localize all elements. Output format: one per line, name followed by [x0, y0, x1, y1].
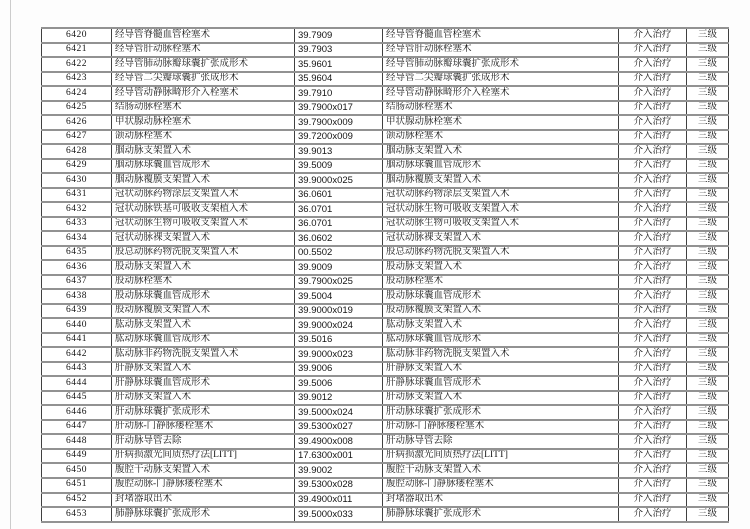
standard-name-cell: 冠状动脉裸支架置入术: [383, 231, 619, 246]
procedure-name-cell: 经导管脊髓血管栓塞术: [112, 28, 295, 43]
category-cell: 介入治疗: [619, 260, 687, 275]
table-row: [42, 115, 729, 130]
procedure-code-cell: 39.7903: [295, 43, 383, 58]
table-row: [42, 57, 729, 72]
level-cell: 三级: [687, 420, 729, 435]
table-row: [42, 347, 729, 362]
row-id-cell: 6436: [42, 260, 112, 275]
standard-name-cell: 经导管脊髓血管栓塞术: [383, 28, 619, 43]
category-cell: 介入治疗: [619, 144, 687, 159]
procedure-code-cell: 39.9006: [295, 362, 383, 377]
standard-name-cell: 甲状腺动脉栓塞术: [383, 115, 619, 130]
standard-name-cell: 肝动脉-门静脉瘘栓塞术: [383, 420, 619, 435]
table-row: [42, 101, 729, 116]
row-id-cell: 6442: [42, 347, 112, 362]
category-cell: 介入治疗: [619, 420, 687, 435]
procedure-name-cell: 肱动脉支架置入术: [112, 318, 295, 333]
procedure-name-cell: 股动脉球囊血管成形术: [112, 289, 295, 304]
category-cell: 介入治疗: [619, 318, 687, 333]
level-cell: 三级: [687, 72, 729, 87]
procedure-name-cell: 股动脉支架置入术: [112, 260, 295, 275]
standard-name-cell: 腘动脉覆膜支架置入术: [383, 173, 619, 188]
procedure-name-cell: 肝静脉支架置入术: [112, 362, 295, 377]
row-id-cell: 6445: [42, 391, 112, 406]
row-id-cell: 6451: [42, 478, 112, 493]
category-cell: 介入治疗: [619, 115, 687, 130]
level-cell: 三级: [687, 463, 729, 478]
procedure-code-cell: 39.7900x025: [295, 275, 383, 290]
procedure-code-cell: 39.5000x033: [295, 507, 383, 522]
procedure-name-cell: 腘动脉覆膜支架置入术: [112, 173, 295, 188]
procedure-code-cell: 39.9000x023: [295, 347, 383, 362]
row-id-cell: 6428: [42, 144, 112, 159]
table-row: [42, 478, 729, 493]
row-id-cell: 6440: [42, 318, 112, 333]
row-id-cell: 6421: [42, 43, 112, 58]
table-row: [42, 28, 729, 43]
table-row: [42, 405, 729, 420]
page-left-rule: [10, 0, 11, 529]
procedure-code-cell: 39.9002: [295, 463, 383, 478]
category-cell: 介入治疗: [619, 173, 687, 188]
standard-name-cell: 腘动脉球囊血管成形术: [383, 159, 619, 174]
table-row: [42, 43, 729, 58]
standard-name-cell: 股动脉栓塞术: [383, 275, 619, 290]
category-cell: 介入治疗: [619, 333, 687, 348]
level-cell: 三级: [687, 405, 729, 420]
level-cell: 三级: [687, 362, 729, 377]
procedure-name-cell: 腘动脉球囊血管成形术: [112, 159, 295, 174]
table-row: [42, 507, 729, 522]
category-cell: 介入治疗: [619, 72, 687, 87]
category-cell: 介入治疗: [619, 188, 687, 203]
standard-name-cell: 经导管肺动脉瓣球囊扩张成形术: [383, 57, 619, 72]
row-id-cell: 6426: [42, 115, 112, 130]
row-id-cell: 6443: [42, 362, 112, 377]
category-cell: 介入治疗: [619, 362, 687, 377]
level-cell: 三级: [687, 144, 729, 159]
level-cell: 三级: [687, 275, 729, 290]
standard-name-cell: 腹腔干动脉支架置入术: [383, 463, 619, 478]
category-cell: 介入治疗: [619, 347, 687, 362]
procedure-name-cell: 肝静脉球囊血管成形术: [112, 376, 295, 391]
table-row: [42, 318, 729, 333]
procedure-code-cell: 39.5000x024: [295, 405, 383, 420]
procedure-name-cell: 肝动脉导管去除: [112, 434, 295, 449]
standard-name-cell: 股动脉覆膜支架置入术: [383, 304, 619, 319]
procedure-code-cell: 36.0701: [295, 202, 383, 217]
category-cell: 介入治疗: [619, 405, 687, 420]
category-cell: 介入治疗: [619, 57, 687, 72]
row-id-cell: 6441: [42, 333, 112, 348]
table-row: [42, 130, 729, 145]
table-row: [42, 260, 729, 275]
category-cell: 介入治疗: [619, 493, 687, 508]
level-cell: 三级: [687, 246, 729, 261]
procedure-code-cell: 39.5009: [295, 159, 383, 174]
procedure-code-cell: 39.7900x009: [295, 115, 383, 130]
row-id-cell: 6434: [42, 231, 112, 246]
procedure-code-cell: 39.9000x019: [295, 304, 383, 319]
procedure-name-cell: 肱动脉球囊血管成形术: [112, 333, 295, 348]
standard-name-cell: 颌动脉栓塞术: [383, 130, 619, 145]
procedure-code-cell: 39.4900x011: [295, 493, 383, 508]
standard-name-cell: 腹腔动脉-门静脉瘘栓塞术: [383, 478, 619, 493]
procedure-code-cell: 35.9601: [295, 57, 383, 72]
standard-name-cell: 腘动脉支架置入术: [383, 144, 619, 159]
level-cell: 三级: [687, 202, 729, 217]
row-id-cell: 6453: [42, 507, 112, 522]
table-row: [42, 86, 729, 101]
level-cell: 三级: [687, 507, 729, 522]
level-cell: 三级: [687, 86, 729, 101]
level-cell: 三级: [687, 260, 729, 275]
procedure-code-cell: 39.5300x028: [295, 478, 383, 493]
procedure-code-cell: 39.7200x009: [295, 130, 383, 145]
procedure-code-cell: 39.9000x024: [295, 318, 383, 333]
procedure-name-cell: 经导管肺动脉瓣球囊扩张成形术: [112, 57, 295, 72]
standard-name-cell: 封堵器取出术: [383, 493, 619, 508]
procedure-code-cell: 39.7909: [295, 28, 383, 43]
procedure-name-cell: 股动脉栓塞术: [112, 275, 295, 290]
level-cell: 三级: [687, 159, 729, 174]
procedure-code-cell: 36.0701: [295, 217, 383, 232]
table-row: [42, 463, 729, 478]
category-cell: 介入治疗: [619, 28, 687, 43]
procedure-code-cell: 17.6300x001: [295, 449, 383, 464]
standard-name-cell: 股总动脉药物洗脱支架置入术: [383, 246, 619, 261]
level-cell: 三级: [687, 28, 729, 43]
standard-name-cell: 股动脉支架置入术: [383, 260, 619, 275]
table-row: [42, 362, 729, 377]
standard-name-cell: 冠状动脉生物可吸收支架置入术: [383, 202, 619, 217]
row-id-cell: 6422: [42, 57, 112, 72]
table-row: [42, 493, 729, 508]
procedure-name-cell: 甲状腺动脉栓塞术: [112, 115, 295, 130]
row-id-cell: 6432: [42, 202, 112, 217]
category-cell: 介入治疗: [619, 130, 687, 145]
procedure-name-cell: 肝动脉-门静脉瘘栓塞术: [112, 420, 295, 435]
category-cell: 介入治疗: [619, 159, 687, 174]
level-cell: 三级: [687, 115, 729, 130]
level-cell: 三级: [687, 43, 729, 58]
standard-name-cell: 经导管二尖瓣球囊扩张成形术: [383, 72, 619, 87]
procedure-name-cell: 冠状动脉铁基可吸收支架植入术: [112, 202, 295, 217]
category-cell: 介入治疗: [619, 507, 687, 522]
standard-name-cell: 肱动脉支架置入术: [383, 318, 619, 333]
table-row: [42, 420, 729, 435]
row-id-cell: 6429: [42, 159, 112, 174]
procedure-code-cell: 39.7910: [295, 86, 383, 101]
procedure-name-cell: 肝病损激光间质热疗法[LITT]: [112, 449, 295, 464]
standard-name-cell: 肝病损激光间质热疗法[LITT]: [383, 449, 619, 464]
table-row: [42, 188, 729, 203]
standard-name-cell: 经导管动静脉畸形介入栓塞术: [383, 86, 619, 101]
category-cell: 介入治疗: [619, 231, 687, 246]
standard-name-cell: 经导管肝动脉栓塞术: [383, 43, 619, 58]
standard-name-cell: 冠状动脉生物可吸收支架置入术: [383, 217, 619, 232]
category-cell: 介入治疗: [619, 289, 687, 304]
row-id-cell: 6423: [42, 72, 112, 87]
row-id-cell: 6450: [42, 463, 112, 478]
level-cell: 三级: [687, 333, 729, 348]
row-id-cell: 6435: [42, 246, 112, 261]
procedure-code-cell: 36.0602: [295, 231, 383, 246]
category-cell: 介入治疗: [619, 434, 687, 449]
level-cell: 三级: [687, 347, 729, 362]
row-id-cell: 6449: [42, 449, 112, 464]
standard-name-cell: 肝动脉支架置入术: [383, 391, 619, 406]
row-id-cell: 6425: [42, 101, 112, 116]
row-id-cell: 6448: [42, 434, 112, 449]
procedure-name-cell: 结肠动脉栓塞术: [112, 101, 295, 116]
table-row: [42, 333, 729, 348]
procedure-name-cell: 肺静脉球囊扩张成形术: [112, 507, 295, 522]
level-cell: 三级: [687, 217, 729, 232]
table-row: [42, 289, 729, 304]
procedure-code-cell: 35.9604: [295, 72, 383, 87]
table-row: [42, 231, 729, 246]
level-cell: 三级: [687, 318, 729, 333]
level-cell: 三级: [687, 231, 729, 246]
standard-name-cell: 冠状动脉药物涂层支架置入术: [383, 188, 619, 203]
table-row: [42, 304, 729, 319]
row-id-cell: 6437: [42, 275, 112, 290]
procedure-name-cell: 肱动脉非药物洗脱支架置入术: [112, 347, 295, 362]
level-cell: 三级: [687, 376, 729, 391]
level-cell: 三级: [687, 57, 729, 72]
row-id-cell: 6444: [42, 376, 112, 391]
table-row: [42, 391, 729, 406]
procedure-name-cell: 腘动脉支架置入术: [112, 144, 295, 159]
procedure-name-cell: 经导管动静脉畸形介入栓塞术: [112, 86, 295, 101]
procedure-name-cell: 经导管肝动脉栓塞术: [112, 43, 295, 58]
procedure-name-cell: 冠状动脉裸支架置入术: [112, 231, 295, 246]
procedure-code-cell: 39.5004: [295, 289, 383, 304]
table-row: [42, 246, 729, 261]
procedure-code-cell: 39.5300x027: [295, 420, 383, 435]
procedure-table: [41, 27, 729, 523]
procedure-name-cell: 封堵器取出术: [112, 493, 295, 508]
standard-name-cell: 肝动脉导管去除: [383, 434, 619, 449]
category-cell: 介入治疗: [619, 246, 687, 261]
standard-name-cell: 肺静脉球囊扩张成形术: [383, 507, 619, 522]
table-row: [42, 144, 729, 159]
category-cell: 介入治疗: [619, 101, 687, 116]
standard-name-cell: 肱动脉非药物洗脱支架置入术: [383, 347, 619, 362]
level-cell: 三级: [687, 478, 729, 493]
procedure-name-cell: 腹腔动脉-门静脉瘘栓塞术: [112, 478, 295, 493]
standard-name-cell: 肱动脉球囊血管成形术: [383, 333, 619, 348]
category-cell: 介入治疗: [619, 217, 687, 232]
table-row: [42, 275, 729, 290]
procedure-name-cell: 腹腔干动脉支架置入术: [112, 463, 295, 478]
table-row: [42, 159, 729, 174]
category-cell: 介入治疗: [619, 463, 687, 478]
table-row: [42, 376, 729, 391]
level-cell: 三级: [687, 188, 729, 203]
table-row: [42, 173, 729, 188]
level-cell: 三级: [687, 101, 729, 116]
procedure-code-cell: 39.9009: [295, 260, 383, 275]
level-cell: 三级: [687, 173, 729, 188]
procedure-code-cell: 36.0601: [295, 188, 383, 203]
procedure-code-cell: 39.7900x017: [295, 101, 383, 116]
procedure-code-cell: 39.4900x008: [295, 434, 383, 449]
level-cell: 三级: [687, 304, 729, 319]
category-cell: 介入治疗: [619, 43, 687, 58]
procedure-name-cell: 颌动脉栓塞术: [112, 130, 295, 145]
row-id-cell: 6447: [42, 420, 112, 435]
table-row: [42, 217, 729, 232]
procedure-name-cell: 肝动脉支架置入术: [112, 391, 295, 406]
row-id-cell: 6433: [42, 217, 112, 232]
level-cell: 三级: [687, 493, 729, 508]
procedure-name-cell: 冠状动脉药物涂层支架置入术: [112, 188, 295, 203]
procedure-code-cell: 39.9013: [295, 144, 383, 159]
category-cell: 介入治疗: [619, 275, 687, 290]
procedure-name-cell: 股总动脉药物洗脱支架置入术: [112, 246, 295, 261]
category-cell: 介入治疗: [619, 449, 687, 464]
category-cell: 介入治疗: [619, 86, 687, 101]
row-id-cell: 6438: [42, 289, 112, 304]
row-id-cell: 6452: [42, 493, 112, 508]
row-id-cell: 6439: [42, 304, 112, 319]
standard-name-cell: 肝静脉支架置入术: [383, 362, 619, 377]
row-id-cell: 6420: [42, 28, 112, 43]
category-cell: 介入治疗: [619, 478, 687, 493]
category-cell: 介入治疗: [619, 376, 687, 391]
row-id-cell: 6431: [42, 188, 112, 203]
procedure-name-cell: 冠状动脉生物可吸收支架置入术: [112, 217, 295, 232]
procedure-name-cell: 经导管二尖瓣球囊扩张成形术: [112, 72, 295, 87]
standard-name-cell: 结肠动脉栓塞术: [383, 101, 619, 116]
row-id-cell: 6427: [42, 130, 112, 145]
table-row: [42, 449, 729, 464]
procedure-code-cell: 39.9012: [295, 391, 383, 406]
level-cell: 三级: [687, 434, 729, 449]
level-cell: 三级: [687, 449, 729, 464]
level-cell: 三级: [687, 130, 729, 145]
procedure-code-cell: 39.5016: [295, 333, 383, 348]
category-cell: 介入治疗: [619, 202, 687, 217]
table-row: [42, 202, 729, 217]
row-id-cell: 6446: [42, 405, 112, 420]
table-row: [42, 72, 729, 87]
category-cell: 介入治疗: [619, 304, 687, 319]
procedure-code-cell: 39.9000x025: [295, 173, 383, 188]
procedure-name-cell: 股动脉覆膜支架置入术: [112, 304, 295, 319]
category-cell: 介入治疗: [619, 391, 687, 406]
row-id-cell: 6424: [42, 86, 112, 101]
level-cell: 三级: [687, 289, 729, 304]
standard-name-cell: 肝动脉球囊扩张成形术: [383, 405, 619, 420]
table-row: [42, 434, 729, 449]
standard-name-cell: 肝静脉球囊血管成形术: [383, 376, 619, 391]
level-cell: 三级: [687, 391, 729, 406]
procedure-name-cell: 肝动脉球囊扩张成形术: [112, 405, 295, 420]
procedure-code-cell: 39.5006: [295, 376, 383, 391]
standard-name-cell: 股动脉球囊血管成形术: [383, 289, 619, 304]
procedure-code-cell: 00.5502: [295, 246, 383, 261]
row-id-cell: 6430: [42, 173, 112, 188]
